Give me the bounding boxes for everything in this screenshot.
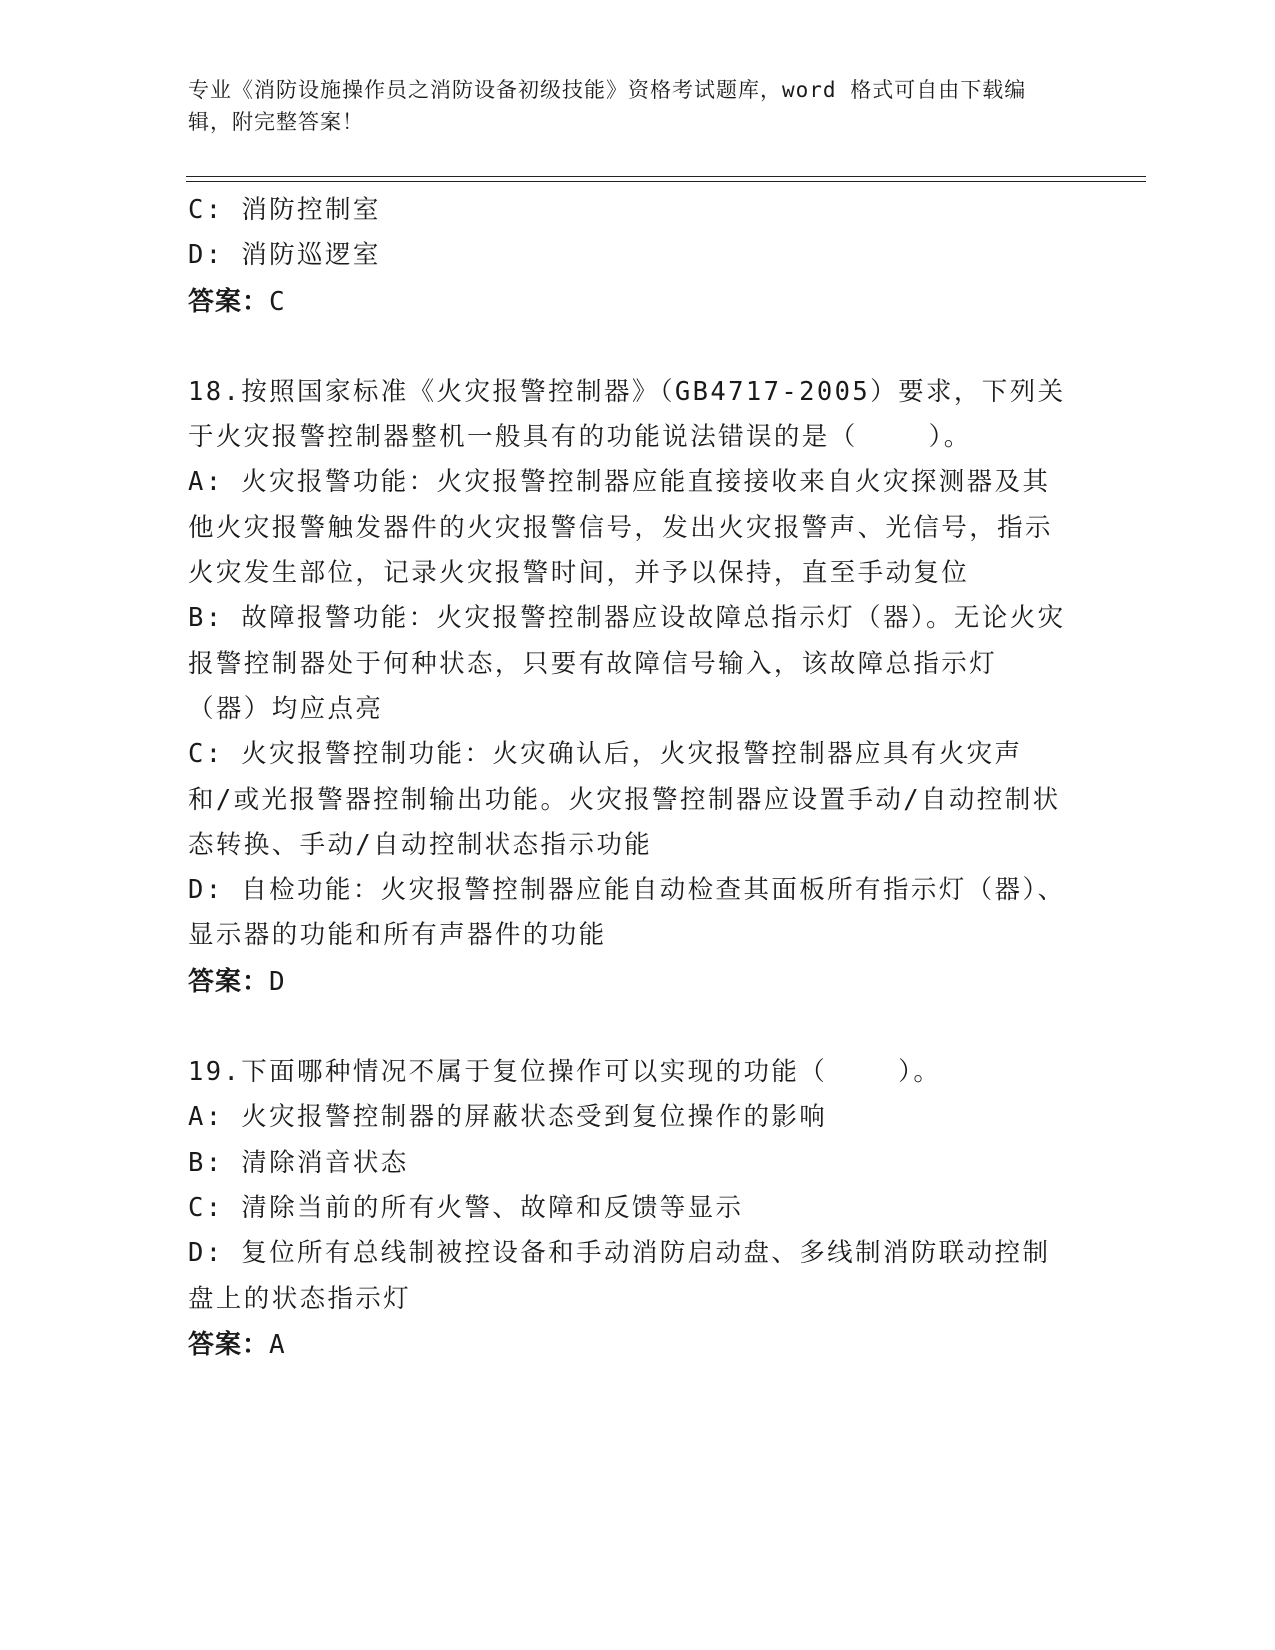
option-c: C: 火灾报警控制功能：火灾确认后，火灾报警控制器应具有火灾声和/或光报警器控制输出功能。火灾报警控制器应设置手动/自动控制状态转换、手动/自动控制状态指示功能 <box>188 739 1061 860</box>
header-rule-top <box>186 176 1146 177</box>
spacer <box>188 325 1068 370</box>
answer-value: D <box>269 966 286 997</box>
answer-label: 答案： <box>188 965 270 996</box>
option-b: B: 故障报警功能：火灾报警控制器应设故障总指示灯（器）。无论火灾报警控制器处于何种状态，只要有故障信号输入，该故障总指示灯（器）均应点亮 <box>188 603 1066 724</box>
document-header: 专业《消防设施操作员之消防设备初级技能》资格考试题库，word 格式可自由下载编辑，附完整答案！ <box>188 78 1027 134</box>
answer-line <box>188 959 1068 1005</box>
option-d: D: 自检功能：火灾报警控制器应能自动检查其面板所有指示灯（器）、显示器的功能和所有声器件的功能 <box>188 875 1066 951</box>
answer-line <box>188 279 1068 325</box>
question-content <box>188 188 1068 1368</box>
answer-line <box>188 1322 1068 1368</box>
spacer <box>188 1005 1068 1050</box>
option-d: D: 消防巡逻室 <box>188 240 381 271</box>
answer-label: 答案： <box>188 1328 270 1359</box>
option-c: C: 清除当前的所有火警、故障和反馈等显示 <box>188 1192 744 1223</box>
answer-value: A <box>269 1329 286 1360</box>
question-18 <box>188 370 1068 1005</box>
question-stem: 19.下面哪种情况不属于复位操作可以实现的功能（ ）。 <box>188 1057 942 1088</box>
prev-question-block <box>188 188 1068 325</box>
answer-label: 答案： <box>188 285 270 316</box>
header-rule-bottom <box>186 181 1146 182</box>
question-19 <box>188 1050 1068 1368</box>
question-stem: 18.按照国家标准《火灾报警控制器》（GB4717-2005）要求，下列关于火灾报警控制器整机一般具有的功能说法错误的是（ ）。 <box>188 376 1066 453</box>
option-a: A: 火灾报警控制器的屏蔽状态受到复位操作的影响 <box>188 1102 828 1133</box>
option-b: B: 清除消音状态 <box>188 1147 409 1178</box>
option-d: D: 复位所有总线制被控设备和手动消防启动盘、多线制消防联动控制盘上的状态指示灯 <box>188 1238 1051 1314</box>
option-a: A: 火灾报警功能：火灾报警控制器应能直接接收来自火灾探测器及其他火灾报警触发器件的火灾报警信号，发出火灾报警声、光信号，指示火灾发生部位，记录火灾报警时间，并予以保持，直至手动复位 <box>188 467 1053 589</box>
option-c: C: 消防控制室 <box>188 195 381 225</box>
answer-value: C <box>269 286 286 317</box>
